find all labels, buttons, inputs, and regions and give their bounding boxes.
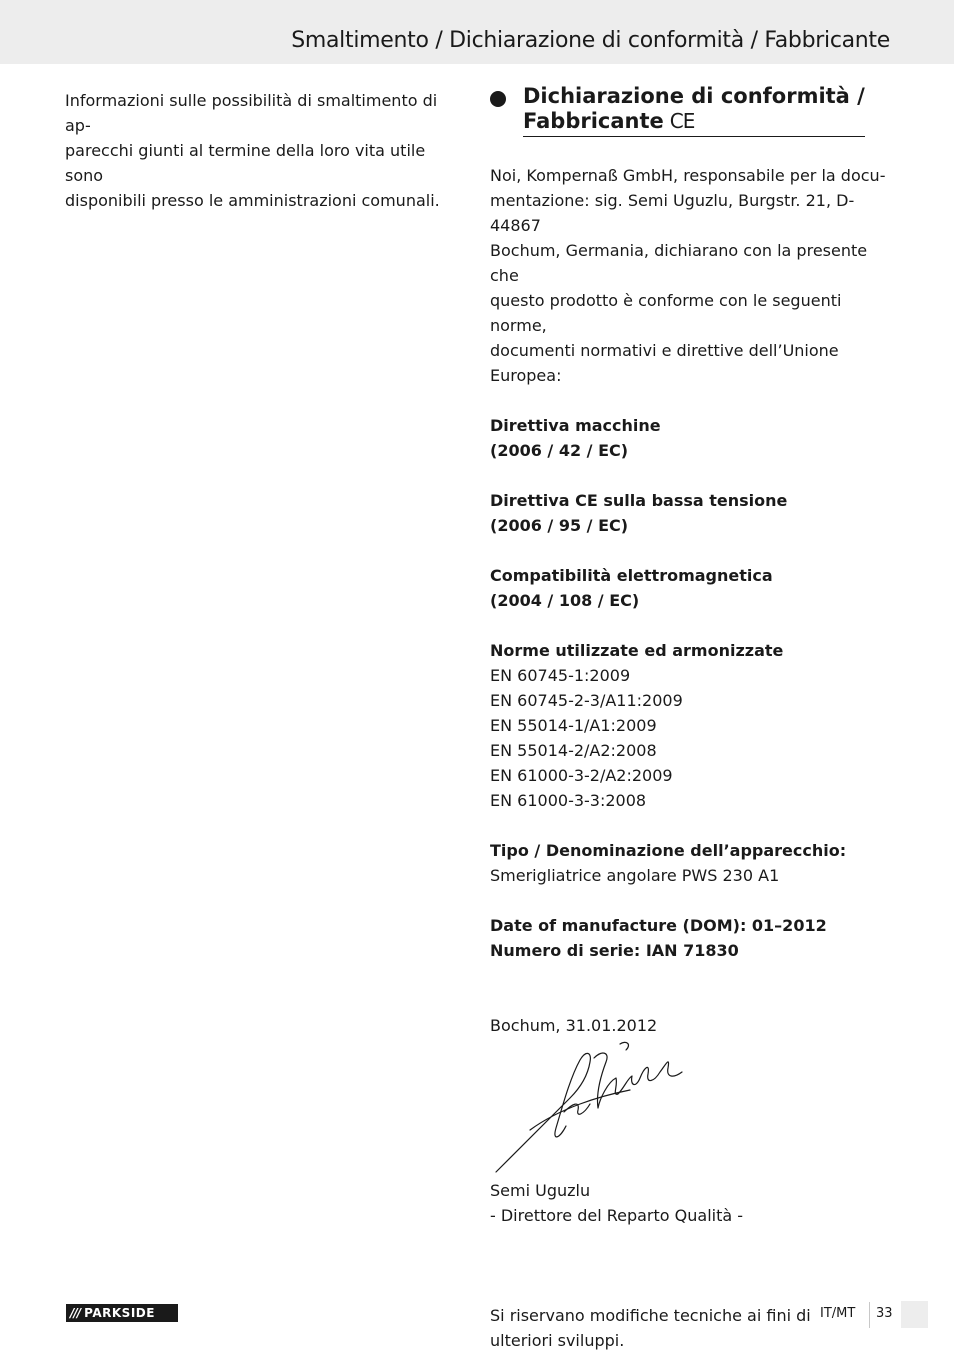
serial-number: Numero di serie: IAN 71830: [490, 941, 739, 960]
machine-directive-code: (2006 / 42 / EC): [490, 441, 629, 460]
intro-line: Bochum, Germania, dichiarano con la presente che: [490, 241, 868, 285]
emc-directive: [490, 563, 890, 613]
signatory-role: - Direttore del Reparto Qualità -: [490, 1206, 744, 1225]
machine-directive: [490, 413, 890, 463]
section-title-line2-text: Fabbricante: [523, 109, 664, 133]
disposal-text: [65, 88, 457, 213]
section-title: [523, 84, 865, 137]
standard-item: EN 61000-3-3:2008: [490, 791, 647, 810]
page-title: Smaltimento / Dichiarazione di conformità / Fabbricante: [291, 28, 890, 53]
emc-directive-code: (2004 / 108 / EC): [490, 591, 640, 610]
device-label: Tipo / Denominazione dell’apparecchio:: [490, 841, 847, 860]
standard-item: EN 60745-2-3/A11:2009: [490, 691, 683, 710]
intro-line: Noi, Kompernaß GmbH, responsabile per la docu-: [490, 166, 886, 185]
standard-item: EN 55014-1/A1:2009: [490, 716, 657, 735]
footer-divider: [869, 1302, 870, 1328]
page-number: 33: [876, 1306, 893, 1321]
logo-slashes-icon: ///: [70, 1306, 81, 1320]
emc-directive-name: Compatibilità elettromagnetica: [490, 566, 773, 585]
parkside-logo: [66, 1304, 178, 1322]
language-code: IT/MT: [820, 1306, 856, 1321]
low-voltage-directive-name: Direttiva CE sulla bassa tensione: [490, 491, 788, 510]
disposal-line: Informazioni sulle possibilità di smaltimento di ap-: [65, 91, 438, 135]
footer-tab-marker: [901, 1301, 928, 1328]
section-title-line1: Dichiarazione di conformità /: [523, 84, 865, 108]
standard-item: EN 61000-3-2/A2:2009: [490, 766, 673, 785]
standard-item: EN 55014-2/A2:2008: [490, 741, 657, 760]
disclaimer-line: Si riservano modifiche tecniche ai fini di: [490, 1306, 811, 1325]
section-title-line2: [523, 109, 865, 134]
standards-heading: Norme utilizzate ed armonizzate: [490, 641, 784, 660]
standards-list: [490, 638, 890, 813]
intro-line: documenti normativi e direttive dell’Unione Europea:: [490, 341, 839, 385]
declaration-section: [490, 84, 890, 1353]
logo-text: PARKSIDE: [84, 1306, 155, 1320]
disposal-line: parecchi giunti al termine della loro vita utile sono: [65, 141, 426, 185]
manufacture-date: Date of manufacture (DOM): 01–2012: [490, 916, 827, 935]
bullet-icon: [490, 91, 506, 107]
signatory-name: Semi Uguzlu: [490, 1181, 591, 1200]
place-date: Bochum, 31.01.2012: [490, 1016, 658, 1035]
standard-item: EN 60745-1:2009: [490, 666, 631, 685]
device-value: Smerigliatrice angolare PWS 230 A1: [490, 866, 780, 885]
low-voltage-directive: [490, 488, 890, 538]
disposal-line: disponibili presso le amministrazioni comunali.: [65, 191, 440, 210]
signature-image: [490, 1038, 690, 1178]
disclaimer-line: ulteriori sviluppi.: [490, 1331, 625, 1350]
declaration-intro: [490, 163, 890, 388]
intro-line: questo prodotto è conforme con le seguenti norme,: [490, 291, 842, 335]
machine-directive-name: Direttiva macchine: [490, 416, 661, 435]
declaration-heading: [490, 84, 890, 137]
ce-mark-icon: CE: [669, 109, 695, 133]
intro-line: mentazione: sig. Semi Uguzlu, Burgstr. 21, D-44867: [490, 191, 855, 235]
device-info: [490, 838, 890, 888]
header-band: [0, 0, 954, 64]
manufacture-info: [490, 913, 890, 963]
low-voltage-directive-code: (2006 / 95 / EC): [490, 516, 629, 535]
signatory: [490, 1178, 890, 1228]
